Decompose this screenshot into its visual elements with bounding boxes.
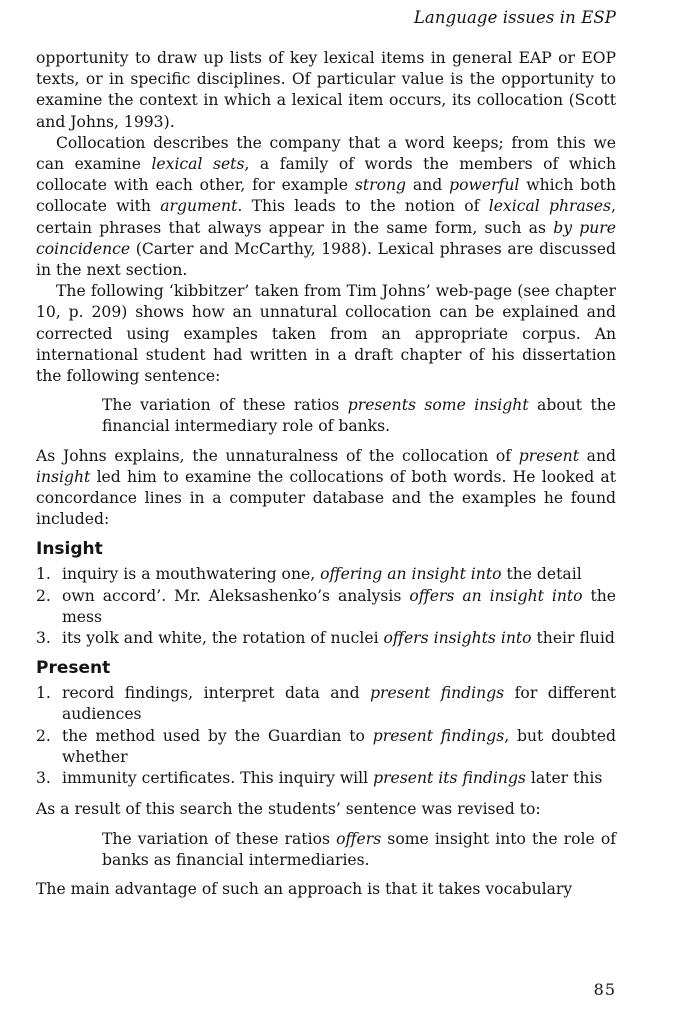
block-quote-original: The variation of these ratios presents some insight about the financial intermediary role of banks. bbox=[102, 396, 617, 436]
paragraph-1: opportunity to draw up lists of key lexical items in general EAP or EOP texts, or in specific disciplines. Of particular value is the opportunity to examine the context in which a lexical item occurs, its collocation (Scott and Johns, 1993). bbox=[36, 49, 616, 131]
insight-heading: Insight bbox=[36, 539, 103, 560]
paragraph-4: As Johns explains, the unnaturalness of the collocation of present and insight led him to examine the collocations of both words. He looked at concordance lines in a computer database and the examples he found included: bbox=[36, 446, 616, 529]
concordance-line: 2. the method used by the Guardian to present findings, but doubted whether bbox=[36, 726, 616, 766]
concordance-line: 3. immunity certificates. This inquiry will present its findings later this bbox=[36, 769, 603, 788]
present-heading: Present bbox=[36, 658, 111, 679]
paragraph-2: Collocation describes the company that a word keeps; from this we can examine lexical sets, a family of words the members of which collocate with each other, for example strong and powerful which both collocate with argument. This leads to the notion of lexical phrases, certain phrases that always appear in the same form, such as by pure coincidence (Carter and McCarthy, 1988). Lexical phrases are discussed in the next section. bbox=[36, 133, 616, 280]
concordance-line: 3. its yolk and white, the rotation of nuclei offers insights into their fluid bbox=[36, 629, 615, 648]
paragraph-3: The following ‘kibbitzer’ taken from Tim Johns’ web-page (see chapter 10, p. 209) shows how an unnatural collocation can be explained and corrected using examples taken from an appropriate corpus. An international student had written in a draft chapter of his dissertation the following sentence: bbox=[36, 282, 616, 386]
concordance-line: 1. record findings, interpret data and present findings for different audiences bbox=[36, 684, 617, 724]
concordance-line: 2. own accord’. Mr. Aleksashenko’s analysis offers an insight into the mess bbox=[36, 586, 616, 626]
insight-concordance-list bbox=[36, 564, 616, 649]
page-number: 85 bbox=[593, 980, 616, 999]
running-head: Language issues in ESP bbox=[413, 8, 616, 27]
page-body bbox=[36, 48, 616, 900]
block-quote-revised: The variation of these ratios offers some insight into the role of banks as financial intermediaries. bbox=[102, 829, 617, 869]
concordance-line: 1. inquiry is a mouthwatering one, offering an insight into the detail bbox=[36, 565, 582, 584]
paragraph-5: As a result of this search the students’ sentence was revised to: bbox=[36, 800, 541, 819]
present-concordance-list bbox=[36, 683, 616, 789]
paragraph-6: The main advantage of such an approach is that it takes vocabulary bbox=[36, 879, 573, 898]
book-page bbox=[36, 0, 616, 1024]
